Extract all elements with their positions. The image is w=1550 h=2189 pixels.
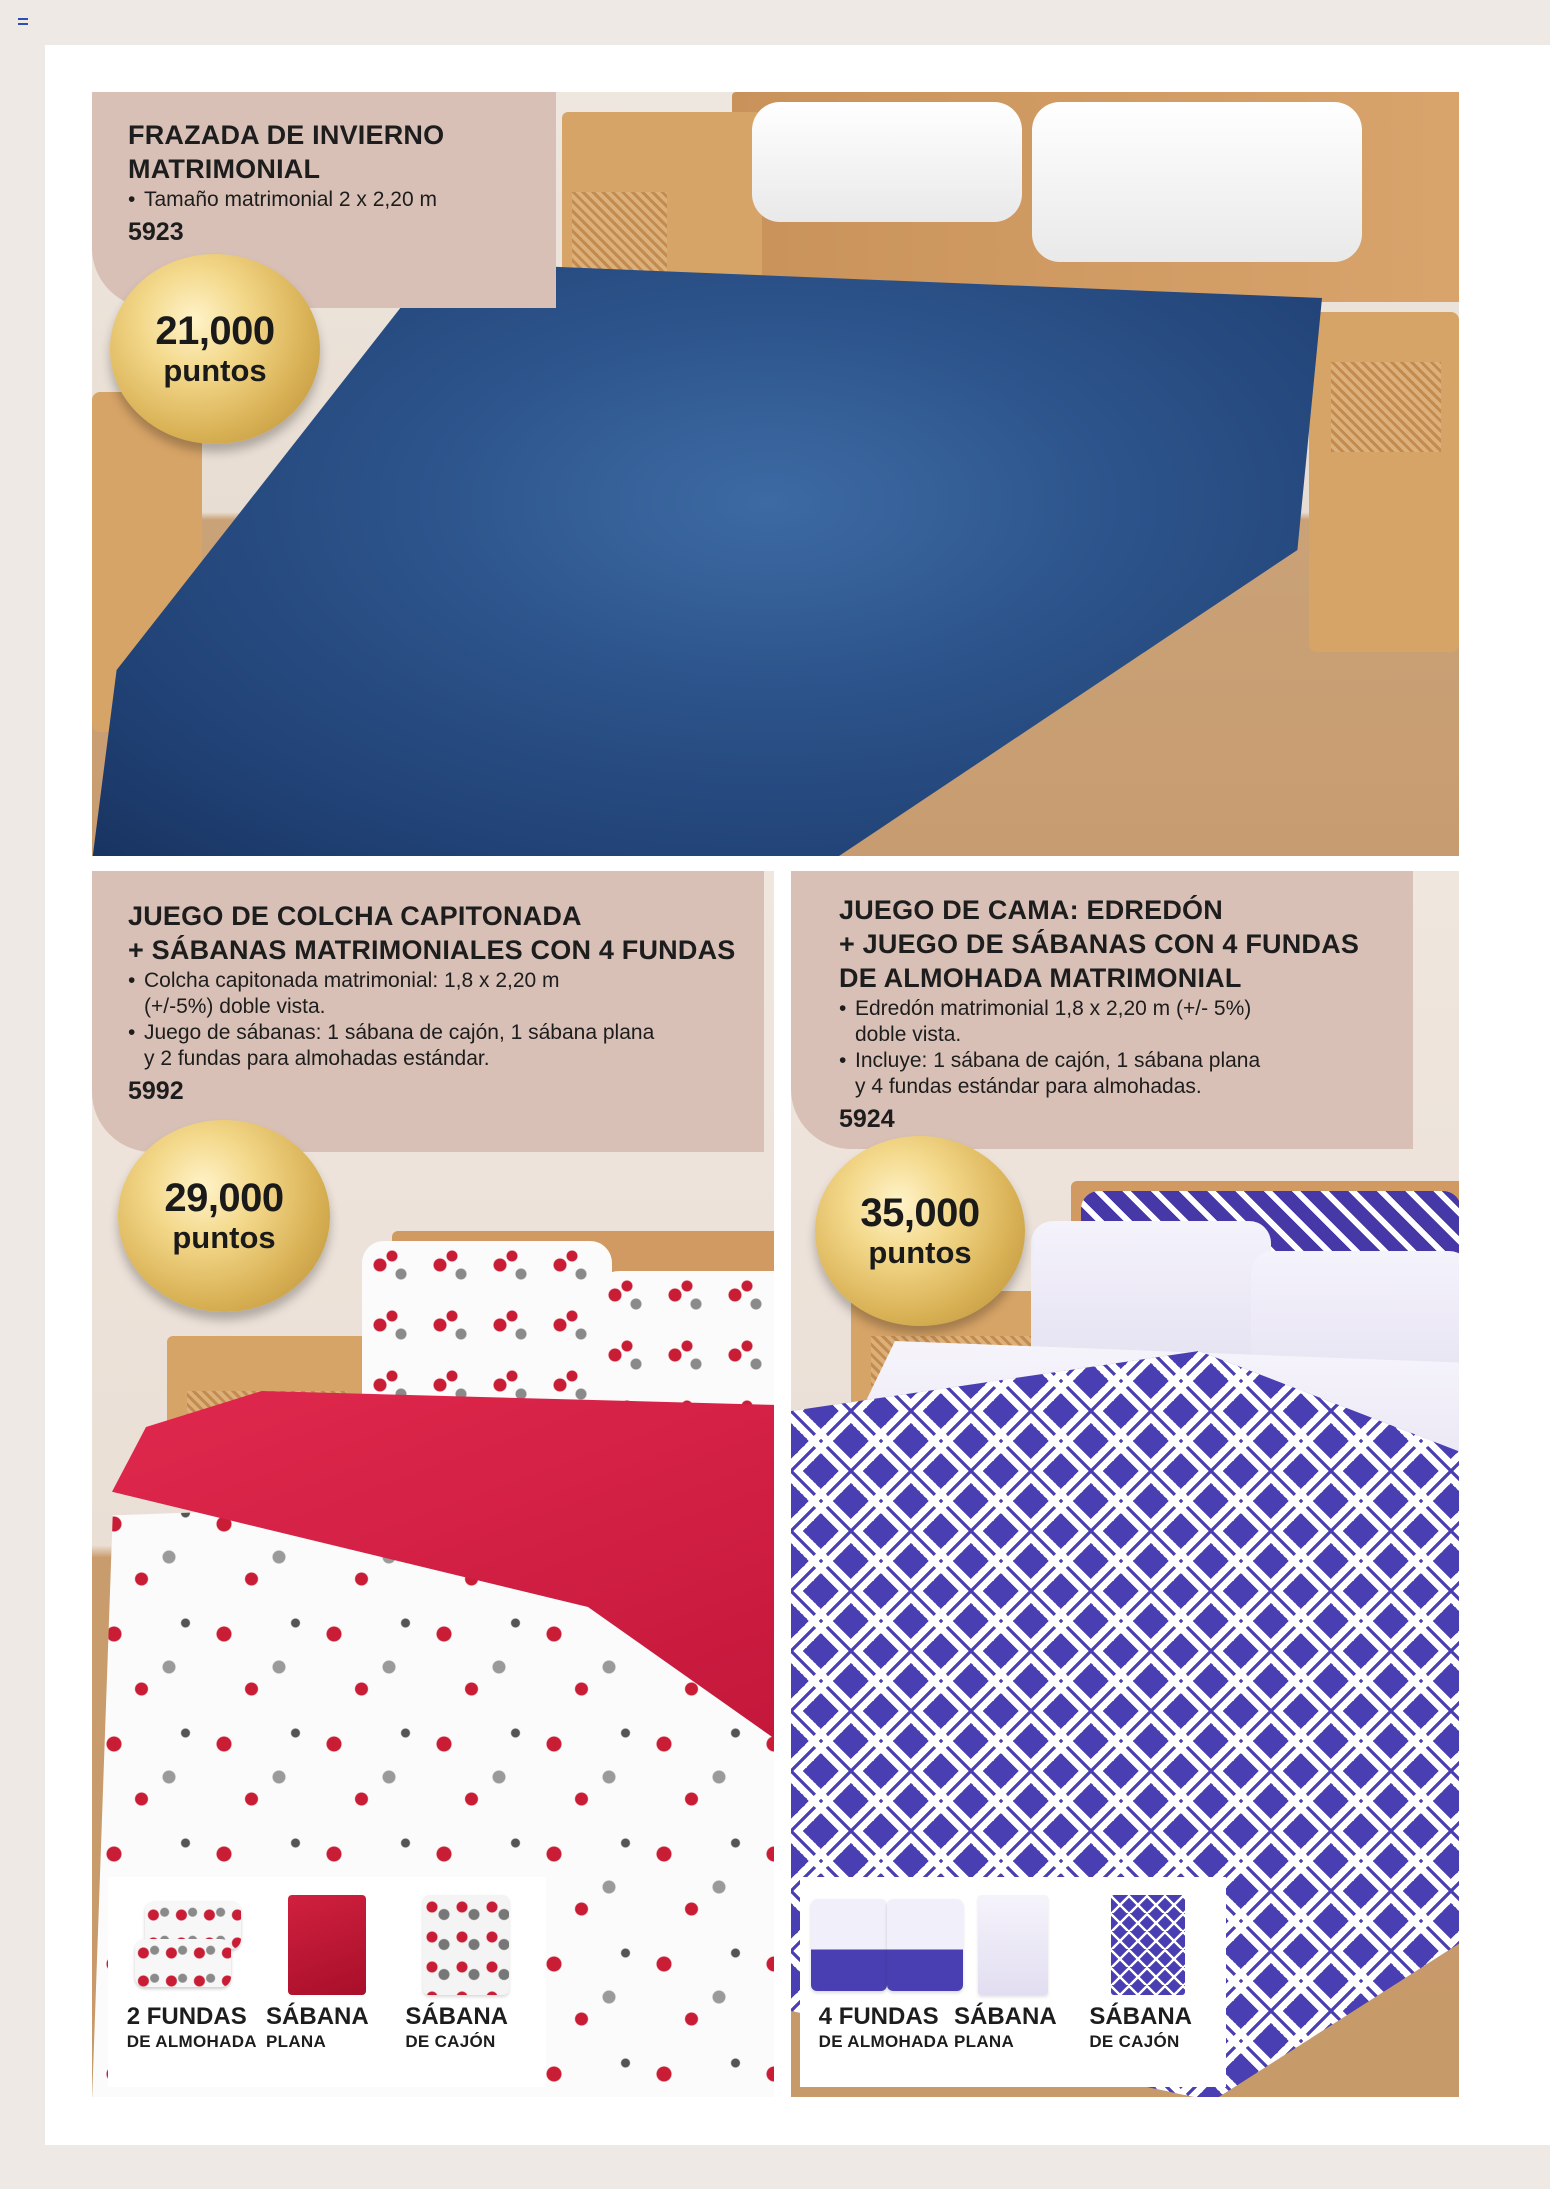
product-info-5992 bbox=[92, 871, 764, 1152]
legend-subcaption: PLANA bbox=[266, 2032, 327, 2051]
legend-caption: SÁBANA bbox=[266, 2003, 369, 2030]
set-contents-legend bbox=[800, 1877, 1226, 2087]
product-code: 5924 bbox=[839, 1105, 895, 1133]
feature-list bbox=[128, 187, 556, 213]
feature-item: • Colcha capitonada matrimonial: 1,8 x 2,20 m (+/-5%) doble vista. bbox=[128, 968, 764, 1020]
legend-item-flat-sheet bbox=[258, 1895, 396, 2087]
set-contents-legend bbox=[108, 1877, 546, 2087]
product-code: 5923 bbox=[128, 218, 184, 246]
fitted-sheet-thumbnail bbox=[1111, 1895, 1185, 1995]
price-badge bbox=[118, 1120, 330, 1312]
legend-caption: SÁBANA bbox=[1089, 2003, 1192, 2030]
legend-item-fitted-sheet bbox=[1081, 1895, 1215, 2087]
product-code: 5992 bbox=[128, 1077, 184, 1105]
nightstand bbox=[1309, 312, 1459, 652]
product-title: JUEGO DE CAMA: EDREDÓN + JUEGO DE SÁBANAS CON 4 FUNDAS DE ALMOHADA MATRIMONIAL bbox=[839, 895, 1360, 993]
price-value: 29,000 bbox=[164, 1176, 284, 1220]
fitted-sheet-thumbnail bbox=[423, 1895, 509, 1995]
legend-subcaption: DE ALMOHADA bbox=[818, 2032, 949, 2051]
feature-item: • Juego de sábanas: 1 sábana de cajón, 1 sábana plana y 2 fundas para almohadas estándar. bbox=[128, 1020, 764, 1072]
legend-caption: 2 FUNDAS bbox=[126, 2003, 247, 2030]
pillowcase-thumbnail bbox=[811, 1895, 971, 1995]
price-badge bbox=[110, 254, 320, 444]
legend-subcaption: DE ALMOHADA bbox=[126, 2032, 257, 2051]
flat-sheet-thumbnail bbox=[978, 1895, 1048, 1995]
price-value: 21,000 bbox=[155, 309, 275, 353]
legend-subcaption: DE CAJÓN bbox=[1089, 2032, 1180, 2051]
flat-sheet-thumbnail bbox=[288, 1895, 366, 1995]
feature-item: • Tamaño matrimonial 2 x 2,20 m bbox=[128, 187, 556, 213]
legend-caption: SÁBANA bbox=[405, 2003, 509, 2030]
product-title: FRAZADA DE INVIERNO MATRIMONIAL bbox=[128, 120, 445, 184]
product-info-5924 bbox=[791, 871, 1413, 1149]
price-unit: puntos bbox=[868, 1235, 972, 1270]
product-title: JUEGO DE COLCHA CAPITONADA + SÁBANAS MATRIMONIALES CON 4 FUNDAS bbox=[128, 901, 736, 965]
pillow bbox=[752, 102, 1022, 222]
legend-item-fitted-sheet bbox=[397, 1895, 535, 2087]
nightstand bbox=[562, 112, 762, 292]
legend-caption: SÁBANA bbox=[954, 2003, 1057, 2030]
feature-list bbox=[128, 968, 764, 1072]
legend-subcaption: DE CAJÓN bbox=[405, 2032, 496, 2051]
legend-subcaption: PLANA bbox=[954, 2032, 1015, 2051]
pillowcase-thumbnail bbox=[133, 1895, 243, 1995]
legend-item-pillowcases bbox=[811, 1895, 949, 2087]
pillow bbox=[1032, 102, 1362, 262]
feature-list bbox=[839, 996, 1413, 1100]
legend-caption: 4 FUNDAS bbox=[818, 2003, 939, 2030]
legend-item-pillowcases bbox=[119, 1895, 257, 2087]
price-badge bbox=[815, 1136, 1025, 1326]
feature-item: • Incluye: 1 sábana de cajón, 1 sábana plana y 4 fundas estándar para almohadas. bbox=[839, 1048, 1413, 1100]
price-unit: puntos bbox=[163, 353, 267, 388]
price-value: 35,000 bbox=[860, 1191, 980, 1235]
price-unit: puntos bbox=[172, 1220, 276, 1255]
menu-icon[interactable] bbox=[18, 18, 28, 25]
feature-item: • Edredón matrimonial 1,8 x 2,20 m (+/- 5%) doble vista. bbox=[839, 996, 1413, 1048]
